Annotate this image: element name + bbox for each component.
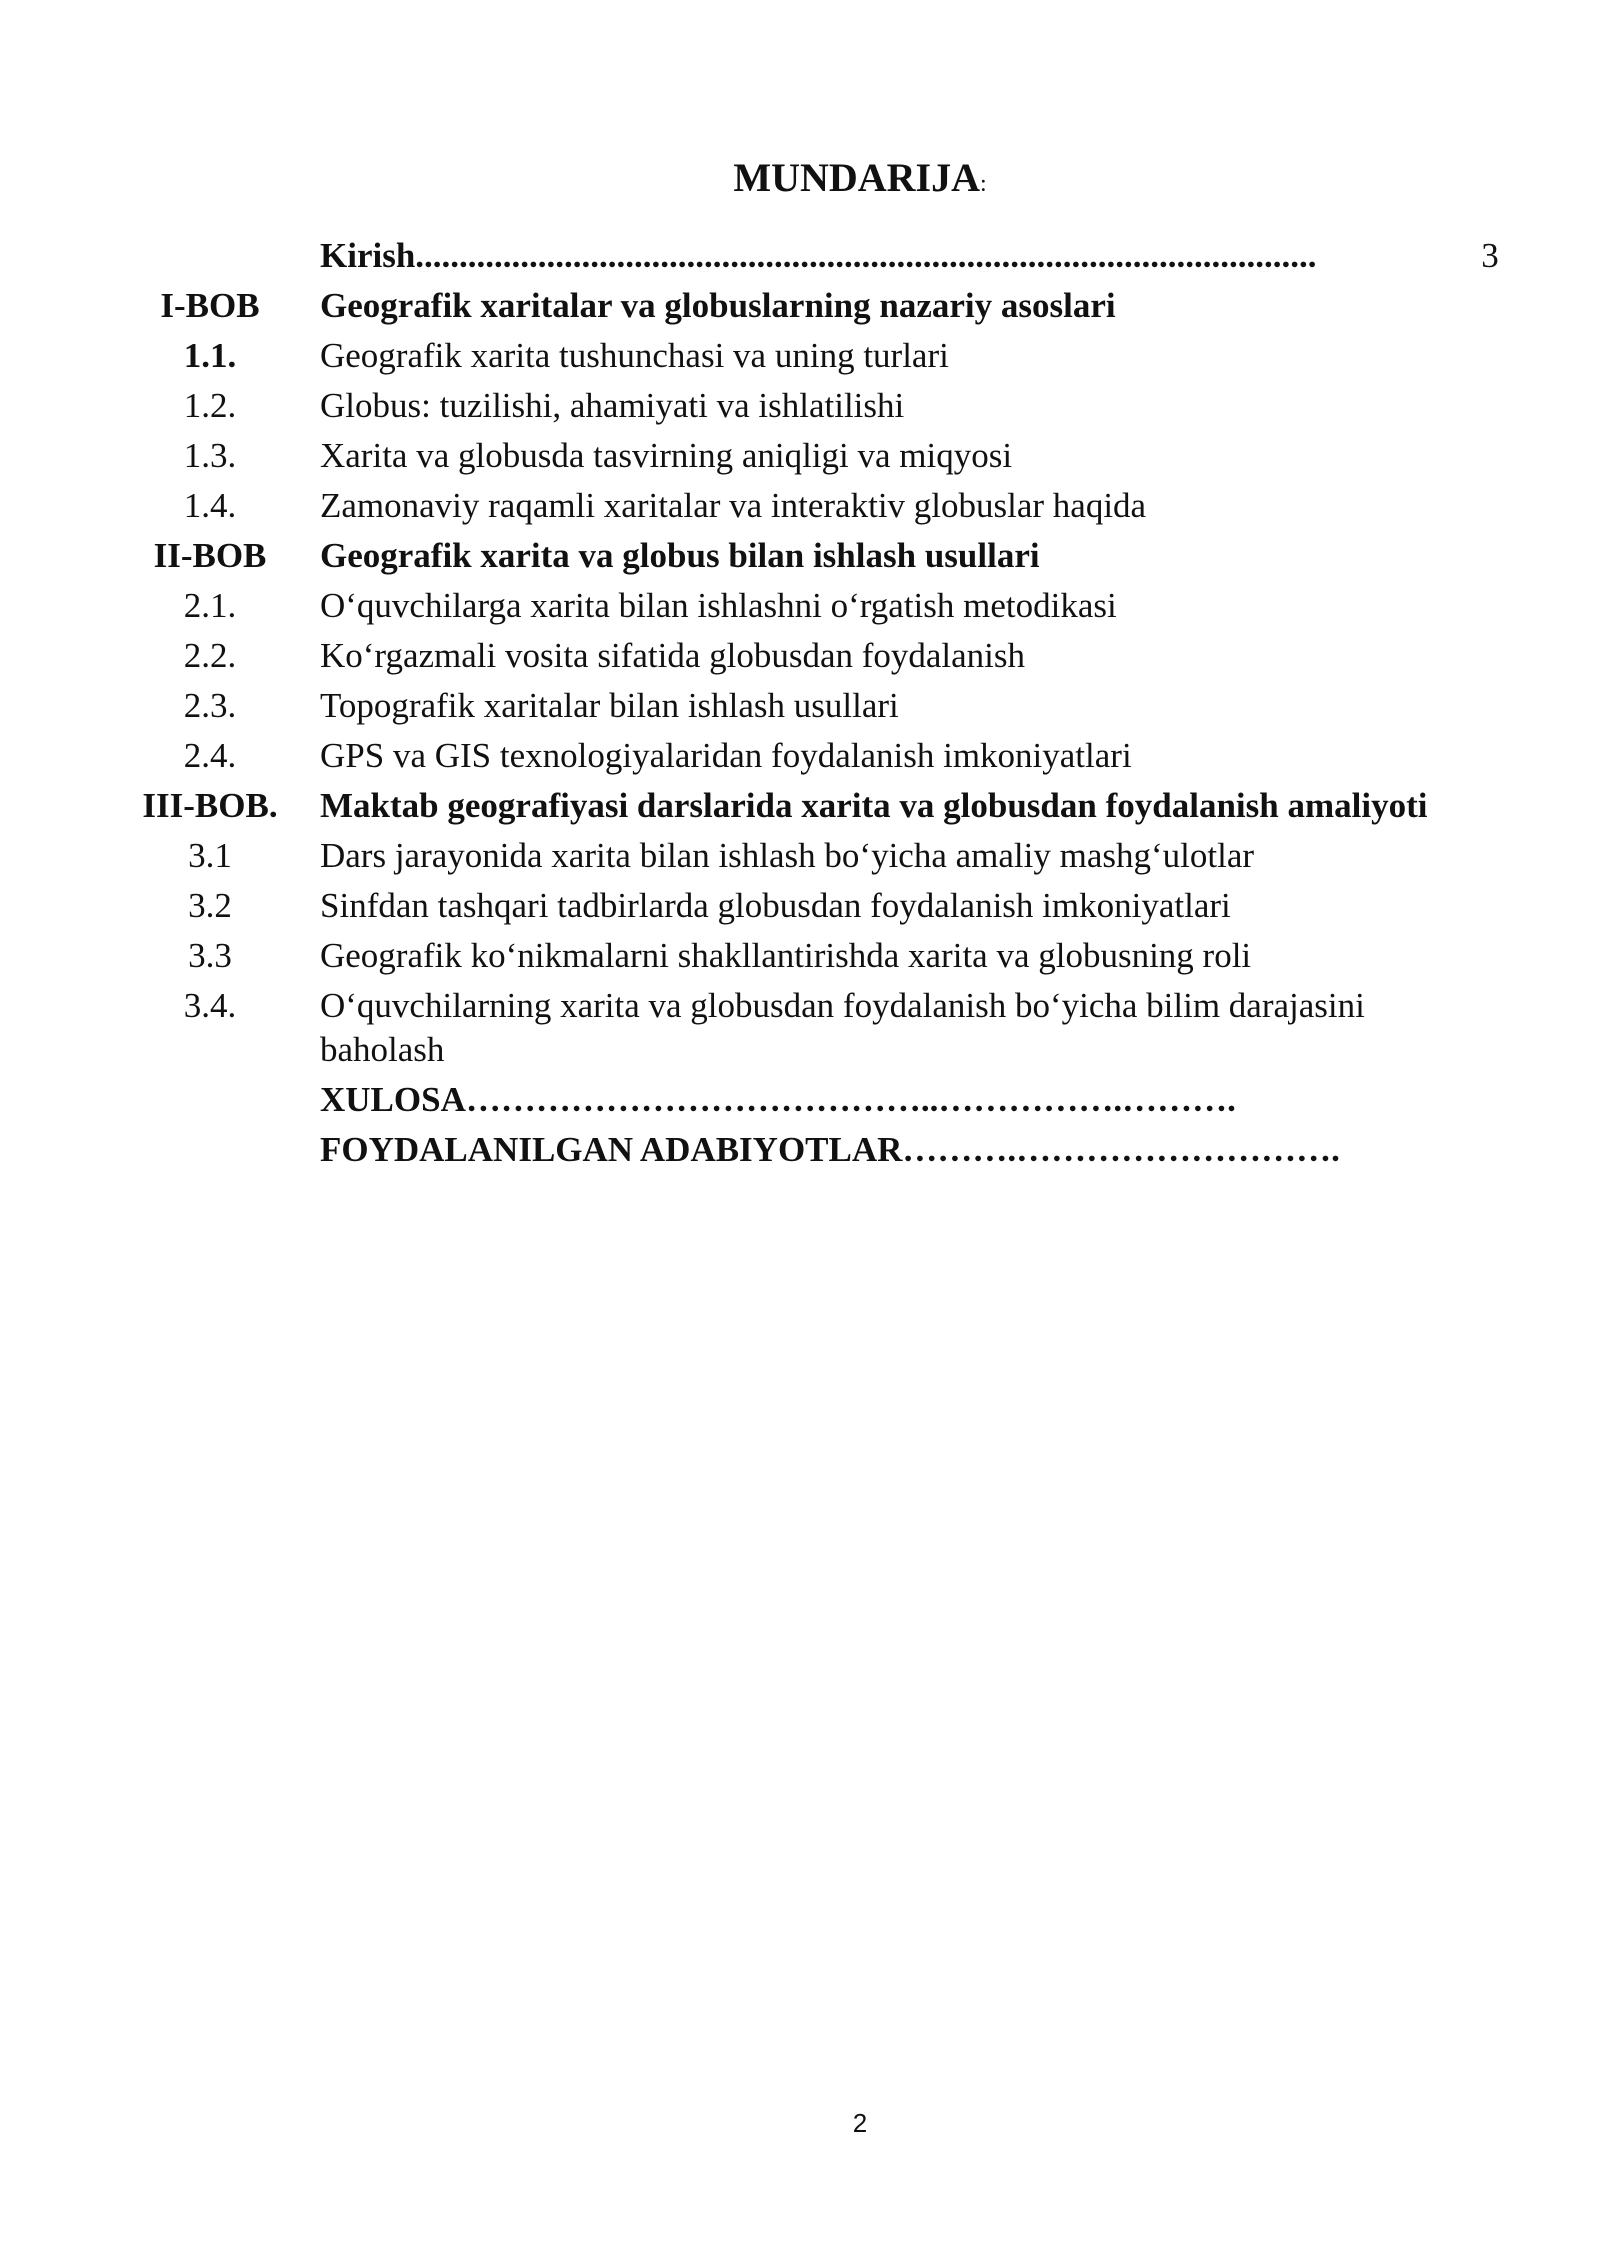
toc-section-title: O‘quvchilarning xarita va globusdan foydalanish bo‘yicha bilim darajasini baholash <box>320 986 1365 1069</box>
toc-section-title: GPS va GIS texnologiyalaridan foydalanish imkoniyatlari <box>320 736 1132 775</box>
toc-entry-text: FOYDALANILGAN ADABIYOTLAR……….………………………. <box>320 1130 1340 1169</box>
toc-section-title: Dars jarayonida xarita bilan ishlash bo‘yicha amaliy mashg‘ulotlar <box>320 836 1255 875</box>
toc-section-title: O‘quvchilarga xarita bilan ishlashni o‘rgatish metodikasi <box>320 586 1117 625</box>
toc-section-number: 2.3. <box>183 686 237 725</box>
toc-section-number: 3.4. <box>183 986 237 1025</box>
toc-section-title: Geografik ko‘nikmalarni shakllantirishda xarita va globusning roli <box>320 936 1252 975</box>
toc-section-title: Xarita va globusda tasvirning aniqligi va miqyosi <box>320 436 1013 475</box>
toc-chapter-3 <box>0 784 1600 828</box>
toc-section-2-3 <box>0 684 1600 728</box>
page-title <box>0 150 1600 212</box>
toc-chapter-2 <box>0 534 1600 578</box>
toc-entry-xulosa <box>0 1078 1600 1122</box>
toc-section-number: 2.4. <box>183 736 237 775</box>
toc-section-1-3 <box>0 434 1600 478</box>
toc-page-number: 3 <box>1481 236 1499 275</box>
toc-chapter-number: III-BOB. <box>142 786 278 825</box>
toc-section-number: 1.2. <box>183 386 237 425</box>
toc-section-3-1 <box>0 834 1600 878</box>
toc-section-1-4 <box>0 484 1600 528</box>
toc-section-number: 2.2. <box>183 636 237 675</box>
toc-section-2-2 <box>0 634 1600 678</box>
toc-chapter-number: I-BOB <box>160 286 260 325</box>
toc-section-number: 2.1. <box>183 586 237 625</box>
toc-section-1-1 <box>0 334 1600 378</box>
toc-section-number: 3.2 <box>188 886 232 925</box>
page-number: 2 <box>852 2108 868 2138</box>
toc-chapter-number: II-BOB <box>153 536 267 575</box>
title-colon: : <box>979 171 987 197</box>
toc-entry-adabiyotlar <box>0 1128 1600 1172</box>
table-of-contents <box>0 234 1600 1178</box>
toc-section-number: 3.3 <box>188 936 232 975</box>
toc-section-title: Geografik xarita tushunchasi va uning turlari <box>320 336 949 375</box>
toc-section-3-4 <box>0 984 1600 1072</box>
toc-section-number: 1.1. <box>183 336 237 375</box>
toc-section-title: Zamonaviy raqamli xaritalar va interaktiv globuslar haqida <box>320 486 1147 525</box>
toc-section-title: Globus: tuzilishi, ahamiyati va ishlatilishi <box>320 386 905 425</box>
toc-entry-text: Kirish....................................................................................................... <box>320 236 1317 275</box>
toc-chapter-title: Geografik xarita va globus bilan ishlash usullari <box>320 536 1040 575</box>
toc-section-3-2 <box>0 884 1600 928</box>
toc-section-title: Topografik xaritalar bilan ishlash usullari <box>320 686 899 725</box>
toc-section-title: Ko‘rgazmali vosita sifatida globusdan foydalanish <box>320 636 1026 675</box>
toc-section-number: 1.4. <box>183 486 237 525</box>
toc-chapter-title: Geografik xaritalar va globuslarning nazariy asoslari <box>320 286 1116 325</box>
toc-chapter-title: Maktab geografiyasi darslarida xarita va globusdan foydalanish amaliyoti <box>320 786 1428 825</box>
toc-chapter-1 <box>0 284 1600 328</box>
toc-section-3-3 <box>0 934 1600 978</box>
toc-entry-text: XULOSA…………………………………..…………….………. <box>320 1080 1236 1119</box>
toc-entry-kirish <box>0 234 1600 278</box>
toc-section-2-4 <box>0 734 1600 778</box>
toc-section-2-1 <box>0 584 1600 628</box>
toc-section-number: 3.1 <box>188 836 232 875</box>
toc-section-1-2 <box>0 384 1600 428</box>
toc-section-title: Sinfdan tashqari tadbirlarda globusdan foydalanish imkoniyatlari <box>320 886 1231 925</box>
toc-section-number: 1.3. <box>183 436 237 475</box>
title-text: MUNDARIJA <box>733 155 980 200</box>
